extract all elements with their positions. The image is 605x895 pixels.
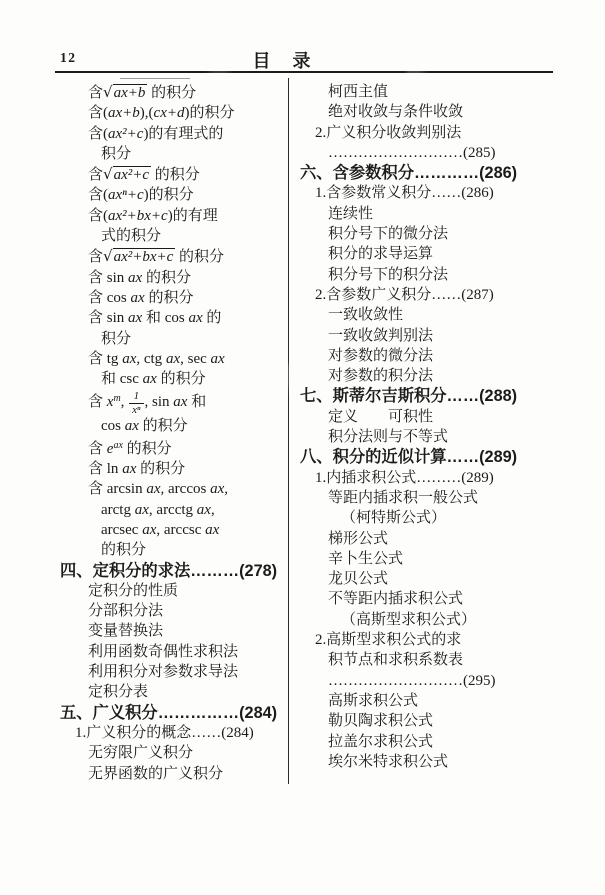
math-segment: ax <box>130 289 145 306</box>
toc-entry <box>300 285 568 305</box>
toc-entry <box>60 601 290 621</box>
radical-expression: √ax²+bx+c <box>103 247 174 266</box>
toc-entry <box>60 500 290 520</box>
text-segment: 含 <box>88 310 107 327</box>
math-segment: ax²+c <box>108 125 144 142</box>
toc-section-entry <box>300 447 568 467</box>
toc-entry <box>300 589 568 609</box>
text-segment: 一致收敛性 <box>328 307 404 324</box>
math-segment: ax <box>142 522 157 538</box>
text-segment: 连续性 <box>328 205 374 222</box>
text-segment: 梯形公式 <box>328 530 389 547</box>
radical-expression: √ax²+c <box>103 165 150 184</box>
math-segment: ax <box>128 269 143 286</box>
math-segment: arcctg <box>156 501 197 518</box>
toc-entry <box>300 265 568 285</box>
text-segment: 1.内插求积公式………(289) <box>315 469 494 486</box>
math-segment: ax <box>188 310 203 327</box>
math-segment: e <box>106 440 114 457</box>
toc-entry <box>60 185 290 205</box>
math-segment: cx+d <box>153 105 185 122</box>
text-segment: 高斯求积公式 <box>328 692 419 709</box>
toc-entry <box>300 143 568 163</box>
toc-entry <box>60 743 290 763</box>
toc-entry <box>60 288 290 308</box>
text-segment: 2.广义积分收敛判别法 <box>315 124 462 141</box>
text-segment: 龙贝公式 <box>328 571 389 588</box>
math-segment: ax <box>122 461 137 478</box>
toc-entry <box>60 459 290 479</box>
radical-expression: √ax+b <box>103 83 146 101</box>
text-segment: 的积分 <box>101 542 147 559</box>
toc-entry <box>60 124 290 144</box>
toc-entry <box>60 723 290 743</box>
text-segment: , <box>180 350 188 367</box>
text-segment: 积分的求导运算 <box>328 246 434 263</box>
text-segment: 八、积分的近似计算……(289) <box>300 448 518 467</box>
text-segment: 1.广义积分的概念……(284) <box>75 724 254 741</box>
text-segment: ………………………(295) <box>328 672 496 689</box>
text-segment: )的有理 <box>167 207 218 224</box>
toc-entry <box>300 123 568 143</box>
text-segment: 1.含参数常义积分……(286) <box>315 185 494 202</box>
text-segment: 对参数的微分法 <box>328 347 434 364</box>
toc-entry <box>300 529 568 549</box>
math-segment: tg <box>106 350 123 367</box>
toc-entry <box>300 691 568 711</box>
text-segment: 含 <box>88 461 107 478</box>
math-segment: ax <box>122 350 137 367</box>
text-segment: 2.含参数广义积分……(287) <box>315 286 494 303</box>
toc-entry <box>60 82 290 103</box>
math-segment: ax²+bx+c <box>108 207 168 224</box>
toc-entry <box>300 488 568 508</box>
toc-entry <box>60 416 290 436</box>
text-segment: 定积分的性质 <box>88 582 179 599</box>
text-segment: 无穷限广义积分 <box>88 745 194 762</box>
math-segment: ax <box>205 522 220 538</box>
math-segment: sin <box>106 310 129 327</box>
text-segment: 积分号下的微分法 <box>328 226 449 243</box>
math-segment: csc <box>119 371 143 388</box>
math-segment: x <box>106 394 114 411</box>
text-segment: 埃尔米特求积公式 <box>328 753 449 770</box>
toc-entry <box>300 102 568 122</box>
toc-entry <box>60 520 290 540</box>
toc-entry <box>60 389 290 415</box>
toc-entry <box>300 671 568 691</box>
toc-entry <box>60 206 290 226</box>
text-segment: 含( <box>88 125 108 142</box>
toc-column-right <box>300 82 568 772</box>
text-segment: )的积分 <box>143 187 194 204</box>
toc-entry <box>60 662 290 682</box>
toc-entry <box>60 621 290 641</box>
toc-entry <box>300 569 568 589</box>
math-segment: ax <box>113 439 123 451</box>
math-segment: ax <box>128 310 143 327</box>
math-segment: arctg <box>101 501 135 518</box>
toc-entry <box>300 407 568 427</box>
text-segment: 的积分 <box>144 289 194 306</box>
text-segment: 四、定积分的求法………(278) <box>60 561 278 580</box>
text-segment: 无界函数的广义积分 <box>88 765 224 782</box>
text-segment: 的积分 <box>147 85 197 101</box>
toc-entry <box>60 764 290 784</box>
math-segment: cos <box>106 289 131 306</box>
page-number: 12 <box>60 50 77 65</box>
toc-entry <box>300 711 568 731</box>
math-segment: ax <box>210 481 225 498</box>
text-segment: 2.高斯型求积公式的求 <box>315 632 462 649</box>
toc-entry <box>60 103 290 123</box>
math-segment: ctg <box>143 350 166 367</box>
toc-entry <box>60 349 290 369</box>
text-segment: 对参数的积分法 <box>328 368 434 385</box>
text-segment: , <box>224 481 228 498</box>
math-segment: axⁿ+c <box>108 187 144 204</box>
toc-entry <box>300 752 568 772</box>
text-segment: 绝对收敛与条件收敛 <box>328 104 464 121</box>
math-segment: sec <box>187 350 211 367</box>
toc-entry <box>300 305 568 325</box>
text-segment: 六、含参数积分…………(286) <box>300 164 518 183</box>
text-segment: 的积分 <box>151 167 200 184</box>
text-segment: , <box>210 501 215 518</box>
math-segment: ax <box>124 417 139 434</box>
toc-entry <box>60 268 290 288</box>
text-segment: ………………………(285) <box>328 144 496 161</box>
toc-entry <box>60 540 290 560</box>
toc-entry <box>60 436 290 459</box>
text-segment: 勒贝陶求积公式 <box>328 713 434 730</box>
text-segment: 拉盖尔求积公式 <box>328 733 434 750</box>
toc-section-entry <box>300 386 568 406</box>
text-segment: 含 <box>88 440 107 457</box>
text-segment: 和 <box>187 394 207 411</box>
fraction: $\frac{1}{\text{xⁿ}}$ <box>129 391 143 416</box>
toc-section-entry <box>300 163 568 183</box>
math-segment: m <box>113 393 121 405</box>
text-segment: （高斯型求积公式） <box>341 611 477 628</box>
text-segment: 式的积分 <box>101 228 162 245</box>
toc-entry <box>300 326 568 346</box>
toc-entry <box>300 366 568 386</box>
math-segment: ax <box>173 394 188 411</box>
math-segment: ax <box>165 350 181 367</box>
text-segment: 不等距内插求积公式 <box>328 591 464 608</box>
text-segment: 的 <box>202 310 222 327</box>
text-segment: 变量替换法 <box>88 623 164 640</box>
toc-entry <box>300 468 568 488</box>
toc-section-entry <box>60 703 290 723</box>
text-segment: 含 <box>88 167 104 184</box>
math-segment: ax+b <box>108 105 140 122</box>
text-segment: 七、斯蒂尔吉斯积分……(288) <box>300 387 518 406</box>
text-segment: 定义 可积性 <box>328 408 434 425</box>
math-segment: ax <box>134 501 149 518</box>
toc-column-left <box>60 82 290 784</box>
text-segment: 柯西主值 <box>328 84 389 100</box>
toc-entry <box>300 82 568 102</box>
math-segment: arccsc <box>163 522 206 538</box>
math-segment: cos <box>164 310 189 327</box>
text-segment: )的有理式的 <box>143 125 224 142</box>
text-segment: 积节点和求积系数表 <box>328 652 464 669</box>
text-segment: 一致收敛判别法 <box>328 327 434 344</box>
text-segment: 和 <box>142 310 165 327</box>
text-segment: 含( <box>88 207 108 224</box>
toc-entry <box>300 427 568 447</box>
toc-entry <box>60 246 290 267</box>
text-segment: 含( <box>88 105 108 122</box>
text-segment: 含( <box>88 187 108 204</box>
text-segment: 等距内插求积一般公式 <box>328 489 479 506</box>
toc-entry <box>60 581 290 601</box>
toc-section-entry <box>60 561 290 581</box>
math-segment: arcsec <box>101 522 143 538</box>
text-segment: 积分号下的积分法 <box>328 266 449 283</box>
toc-entry <box>300 244 568 264</box>
text-segment: 积分法则与不等式 <box>328 429 449 446</box>
text-segment: 积分 <box>101 145 132 162</box>
header-rule <box>55 71 553 73</box>
text-segment: 的积分 <box>156 371 206 388</box>
toc-entry <box>300 204 568 224</box>
math-segment: ax <box>146 481 161 498</box>
toc-entry <box>60 164 290 185</box>
toc-entry <box>60 308 290 328</box>
toc-entry <box>300 650 568 670</box>
toc-entry <box>300 183 568 203</box>
toc-entry <box>60 642 290 662</box>
math-segment: ax <box>210 350 225 367</box>
toc-entry <box>60 479 290 499</box>
text-segment: , <box>120 394 129 411</box>
math-segment: ax <box>142 371 157 388</box>
text-segment: 的积分 <box>138 417 188 434</box>
text-segment: 含 <box>88 289 107 306</box>
text-segment: , <box>136 350 144 367</box>
text-segment: 和 <box>101 371 120 388</box>
page-title: 目 录 <box>252 51 313 71</box>
math-segment: sin <box>106 269 129 286</box>
text-segment: 定积分表 <box>88 684 149 701</box>
toc-entry <box>300 732 568 752</box>
text-segment: , <box>160 481 169 498</box>
math-segment: ln <box>106 461 123 478</box>
text-segment: 的积分 <box>142 269 191 286</box>
math-segment: cos <box>101 417 125 434</box>
text-segment: 的积分 <box>122 440 172 457</box>
toc-entry <box>60 329 290 349</box>
math-segment: arccos <box>168 481 211 498</box>
math-segment: arcsin <box>106 481 147 498</box>
toc-entry <box>300 224 568 244</box>
toc-entry <box>60 369 290 389</box>
math-segment: sin <box>152 394 174 411</box>
text-segment: 含 <box>88 85 104 101</box>
text-segment: , <box>156 522 164 538</box>
text-segment: 含 <box>88 394 107 411</box>
text-segment: , <box>144 394 153 411</box>
text-segment: 含 <box>88 249 104 266</box>
text-segment: 利用函数奇偶性求积法 <box>88 643 239 660</box>
toc-entry <box>60 144 290 164</box>
text-segment: 利用积分对参数求导法 <box>88 664 239 681</box>
text-segment: （柯特斯公式） <box>341 510 447 527</box>
text-segment: , <box>148 501 157 518</box>
text-segment: ),( <box>139 105 154 122</box>
math-segment: ax <box>196 501 211 518</box>
toc-entry <box>300 346 568 366</box>
toc-entry <box>300 630 568 650</box>
text-segment: 含 <box>88 269 107 286</box>
text-segment: )的积分 <box>184 105 235 122</box>
toc-entry <box>300 508 568 528</box>
text-segment: 分部积分法 <box>88 603 164 620</box>
text-segment: 含 <box>88 481 107 498</box>
text-segment: 五、广义积分……………(284) <box>60 703 278 722</box>
header-rule-fragment <box>120 78 190 79</box>
text-segment: 的积分 <box>175 249 225 266</box>
text-segment: 含 <box>88 350 107 367</box>
toc-entry <box>300 610 568 630</box>
text-segment: 的积分 <box>136 461 186 478</box>
text-segment: 积分 <box>101 330 132 347</box>
toc-entry <box>60 226 290 246</box>
toc-entry <box>60 682 290 702</box>
text-segment: 辛卜生公式 <box>328 550 404 567</box>
toc-entry <box>300 549 568 569</box>
